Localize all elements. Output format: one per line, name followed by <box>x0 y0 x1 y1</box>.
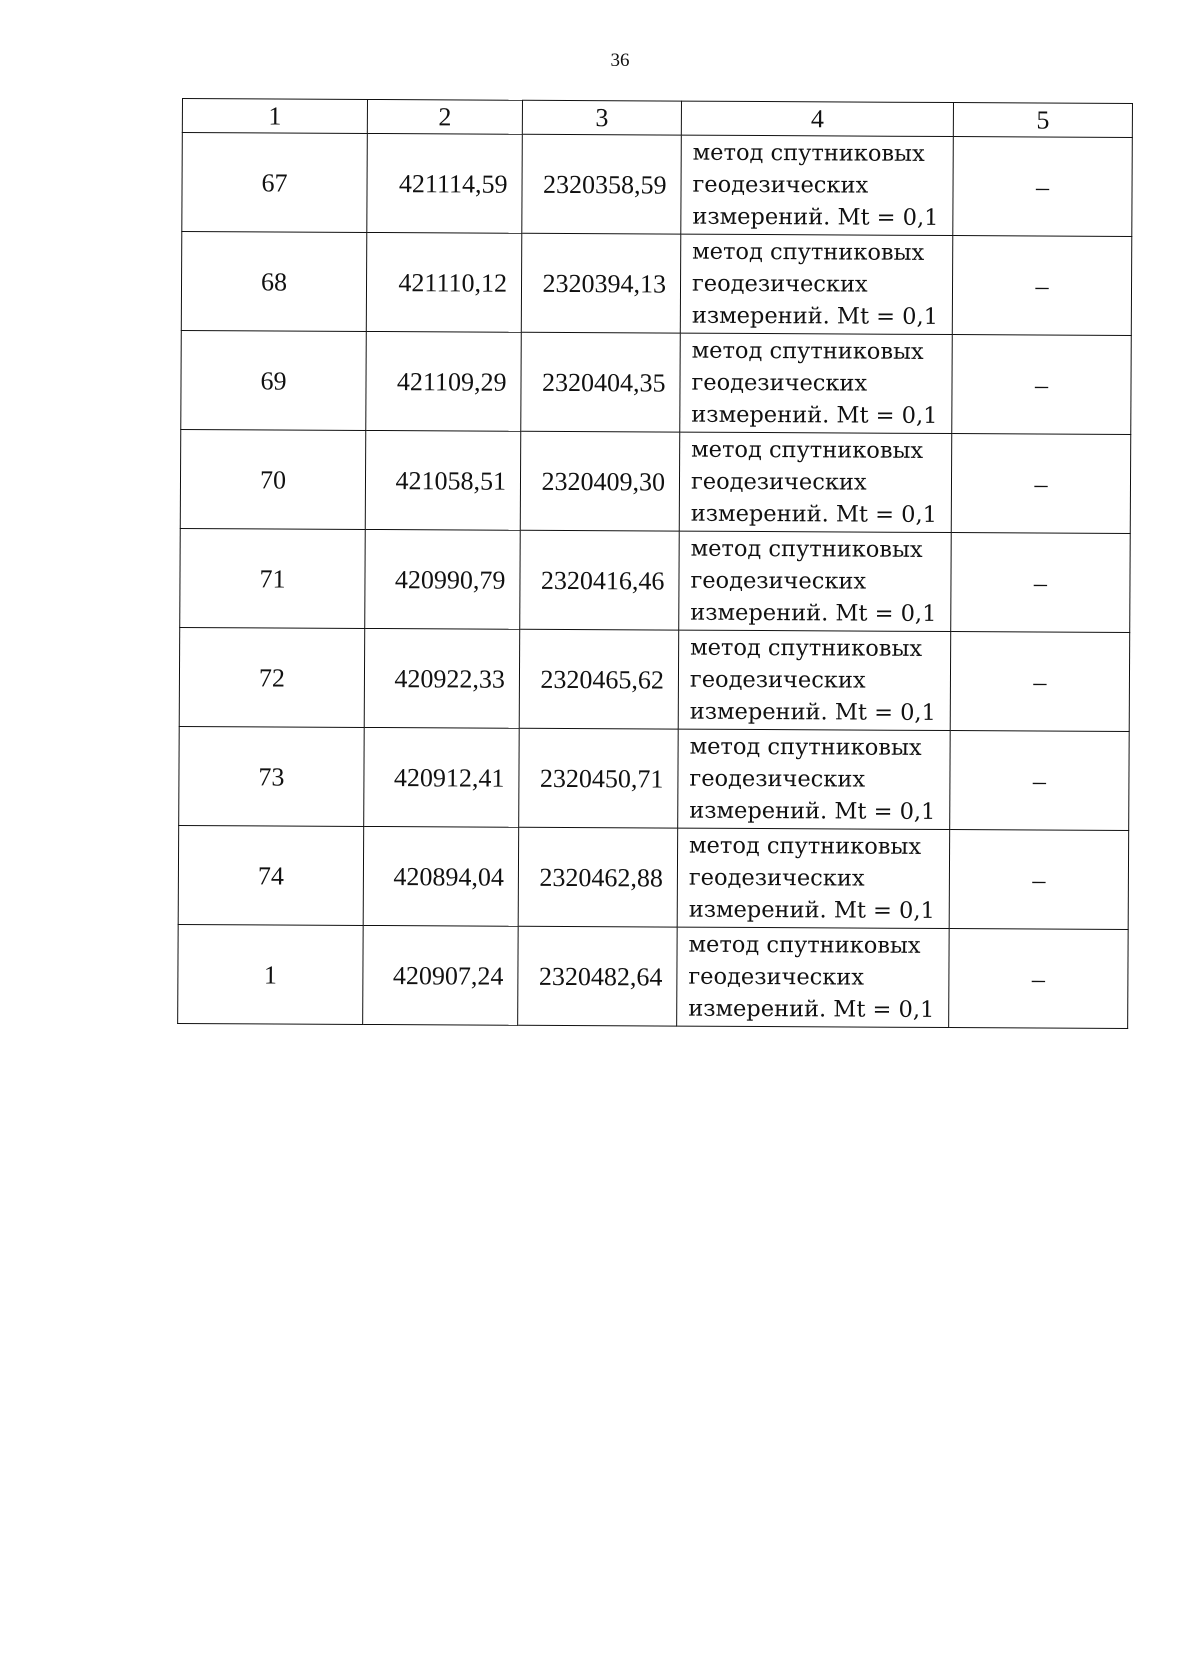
table-row <box>178 825 1129 929</box>
method-cell <box>680 234 953 334</box>
method-line: метод спутниковых <box>692 238 925 266</box>
method-line: геодезических <box>691 369 868 397</box>
method-line: измерений. Mt = 0,1 <box>691 401 938 429</box>
x-coordinate-cell: 420894,04 <box>363 826 519 926</box>
method-line: измерений. Mt = 0,1 <box>690 599 937 627</box>
method-line: геодезических <box>691 270 868 298</box>
column-header: 2 <box>367 99 522 134</box>
method-line: геодезических <box>688 864 865 892</box>
note-cell: – <box>950 731 1130 831</box>
point-number-cell: 69 <box>181 330 367 430</box>
x-coordinate-cell: 421110,12 <box>366 232 522 332</box>
point-number-cell: 74 <box>178 825 364 925</box>
y-coordinate-cell: 2320358,59 <box>522 134 682 234</box>
method-line: измерений. Mt = 0,1 <box>688 896 935 924</box>
x-coordinate-cell: 421109,29 <box>366 331 522 431</box>
method-line: измерений. Mt = 0,1 <box>689 698 936 726</box>
point-number-cell: 73 <box>179 726 365 826</box>
x-coordinate-cell: 420922,33 <box>364 628 520 728</box>
method-line: измерений. Mt = 0,1 <box>691 302 939 330</box>
method-cell <box>677 927 950 1027</box>
table-row <box>178 924 1129 1028</box>
y-coordinate-cell: 2320394,13 <box>521 233 681 333</box>
method-cell <box>678 630 951 730</box>
column-header: 4 <box>681 101 953 136</box>
method-cell <box>677 828 950 928</box>
method-line: измерений. Mt = 0,1 <box>688 995 935 1023</box>
table-row <box>179 726 1130 830</box>
method-line: измерений. Mt = 0,1 <box>692 203 939 231</box>
y-coordinate-cell: 2320416,46 <box>520 530 680 630</box>
y-coordinate-cell: 2320409,30 <box>520 431 680 531</box>
method-line: метод спутниковых <box>690 535 923 563</box>
table-row <box>180 429 1131 533</box>
x-coordinate-cell: 421058,51 <box>365 430 521 530</box>
method-cell <box>678 729 951 829</box>
table-header-row <box>182 99 1132 138</box>
x-coordinate-cell: 420907,24 <box>363 925 519 1025</box>
point-number-cell: 67 <box>182 133 368 233</box>
note-cell: – <box>952 335 1132 435</box>
method-line: измерений. Mt = 0,1 <box>689 797 936 825</box>
table-row <box>182 133 1133 237</box>
note-cell: – <box>953 137 1133 237</box>
y-coordinate-cell: 2320404,35 <box>521 332 681 432</box>
method-cell <box>679 531 952 631</box>
x-coordinate-cell: 420912,41 <box>364 727 520 827</box>
x-coordinate-cell: 420990,79 <box>365 529 521 629</box>
method-line: метод спутниковых <box>689 832 922 860</box>
note-cell: – <box>949 830 1129 930</box>
method-line: метод спутниковых <box>690 634 923 662</box>
column-header: 1 <box>182 99 367 134</box>
y-coordinate-cell: 2320482,64 <box>518 926 678 1026</box>
method-line: метод спутниковых <box>691 436 924 464</box>
method-line: геодезических <box>689 666 866 694</box>
y-coordinate-cell: 2320462,88 <box>518 827 678 927</box>
column-header: 5 <box>953 103 1132 138</box>
method-line: метод спутниковых <box>688 931 921 959</box>
y-coordinate-cell: 2320450,71 <box>519 728 679 828</box>
note-cell: – <box>950 632 1130 732</box>
point-number-cell: 1 <box>178 924 364 1024</box>
method-line: геодезических <box>688 963 865 991</box>
table-row <box>181 232 1132 336</box>
table-row <box>179 627 1130 731</box>
method-line: геодезических <box>689 765 866 793</box>
method-cell <box>681 135 954 235</box>
column-header: 3 <box>522 100 681 135</box>
method-line: метод спутниковых <box>689 733 922 761</box>
method-line: геодезических <box>690 468 867 496</box>
point-number-cell: 71 <box>180 528 366 628</box>
coordinates-table <box>177 98 1133 1029</box>
method-line: измерений. Mt = 0,1 <box>690 500 938 528</box>
method-line: геодезических <box>692 171 869 199</box>
note-cell: – <box>949 929 1129 1029</box>
table-row <box>181 330 1132 434</box>
x-coordinate-cell: 421114,59 <box>367 133 523 233</box>
point-number-cell: 72 <box>179 627 365 727</box>
point-number-cell: 70 <box>180 429 366 529</box>
method-line: метод спутниковых <box>691 337 924 365</box>
note-cell: – <box>952 236 1132 336</box>
point-number-cell: 68 <box>181 232 367 332</box>
method-cell <box>679 432 952 532</box>
page-number: 36 <box>610 50 630 71</box>
method-cell <box>680 333 953 433</box>
y-coordinate-cell: 2320465,62 <box>519 629 679 729</box>
note-cell: – <box>951 434 1131 534</box>
note-cell: – <box>951 533 1131 633</box>
table-row <box>180 528 1131 632</box>
method-line: метод спутниковых <box>692 139 925 167</box>
method-line: геодезических <box>690 567 867 595</box>
